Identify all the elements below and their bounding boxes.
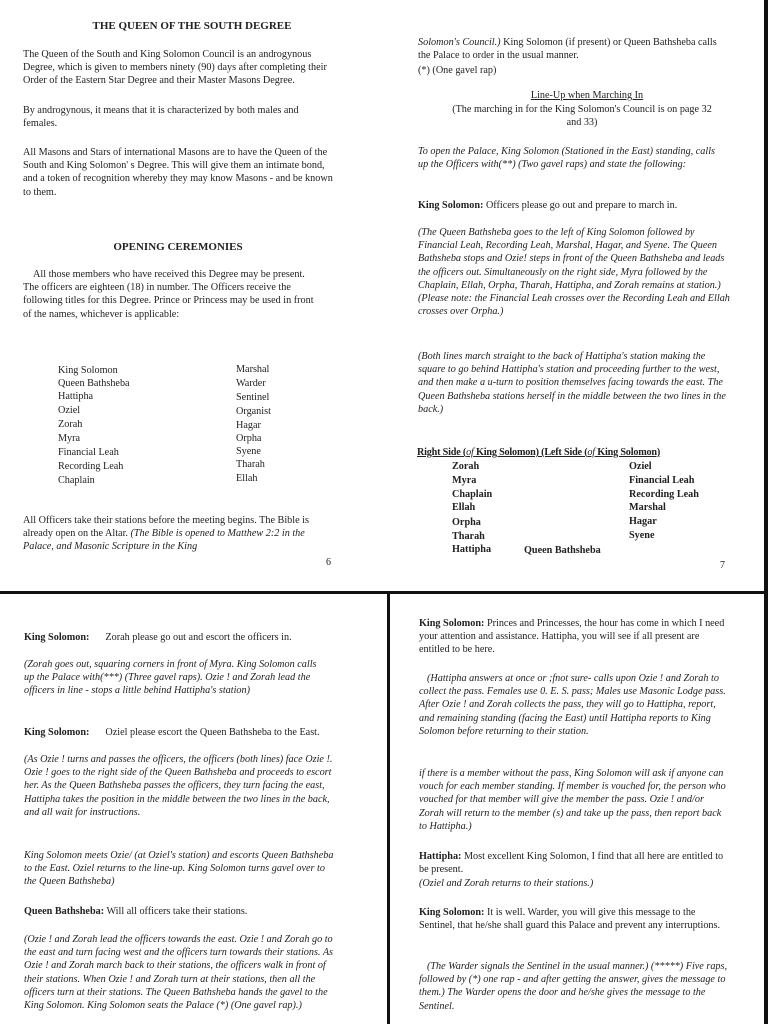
officer-right: Tharah <box>236 459 265 470</box>
stations-instruction: (Ozie ! and Zorah lead the officers towards the east. Ozie ! and Zorah go to the east and turn facing west and the officers turn towards their stations. As Ozie ! and Zorah march back to their stations, the officers walk in front of their stations. When Ozie ! and Zorah turn at their stations, then all the officers turn at their stations. The Queen Bathsheba hands the gavel to the King Solomon. King Solomon seats the Palace (*) (One gavel rap).) <box>24 934 334 1012</box>
return-instruction: (Oziel and Zorah returns to their stations.) <box>419 878 594 889</box>
gavel-note: (*) (One gavel rap) <box>418 65 497 76</box>
ks-princes-line <box>419 617 731 657</box>
masons-paragraph: All Masons and Stars of international Masons are to have the Queen of the South and King Solomon' s Degree. This will give them an intimate bond, and a token of recognition whereby they may know Masons - and be known to them. <box>23 147 333 198</box>
oziel-instruction: (As Ozie ! turns and passes the officers, the officers (both lines) face Ozie !. Ozie ! goes to the right side of the Queen Bathsheba and proceeds to escort her. As the Queen Bathsheba passes the officers, they turn facing the east, Hattipha takes the position in the middle between the two lines in the back, and all wait for instructions. <box>24 754 333 818</box>
speaker-text: Princes and Princesses, the hour has come in which I need your attention and assistance. Hattipha, you will see if all present are entitled to be here. <box>419 618 725 656</box>
officer-right: Warder <box>236 378 266 389</box>
right-side-name: Hattipha <box>452 544 492 555</box>
officer-right: Organist <box>236 406 271 417</box>
speaker-label: King Solomon: <box>419 618 485 629</box>
pass-instruction: (Hattipha answers at once or ;fnot sure- calls upon Ozie ! and Zorah to collect the pass. Females use 0. E. S. pass; Males use Masonic Lodge pass. After Ozie ! and Zorah collects the pass, they will go to Hattipha, report, and remaining standing (facing the East) until Hattipha reports to King Solomon before returning to their station. <box>419 673 726 737</box>
speaker-text: Most excellent King Solomon, I find that all here are entitled to be present. <box>419 851 724 876</box>
officer-right: Syene <box>236 446 261 457</box>
officer-right: Hagar <box>236 420 261 431</box>
left-side-name: Financial Leah <box>629 475 695 486</box>
speaker-text: Will all officers take their stations. <box>104 906 248 917</box>
continued-italic: Solomon's Council.) <box>418 37 501 48</box>
sides-header-part: King Solomon) (Left Side ( <box>473 447 588 458</box>
bible-note: (The Bible is opened to Matthew 2:2 in the Palace, and Masonic Scripture in the King <box>23 528 305 553</box>
page-title: THE QUEEN OF THE SOUTH DEGREE <box>92 20 292 32</box>
sides-header-of: of <box>587 447 595 458</box>
right-side-name: Ellah <box>452 502 476 513</box>
continued-paragraph <box>418 36 728 62</box>
officer-right: Marshal <box>236 364 270 375</box>
sides-header-part: King Solomon) <box>594 447 661 458</box>
officer-left: Recording Leah <box>58 461 124 472</box>
officer-left: Hattipha <box>58 391 94 402</box>
officers-paragraph: All those members who have received this Degree may be present. The officers are eighteen (18) in number. The Officers receive the following titles for this Degree. Prince or Princess may be used in front of the names, whichever is applicable: <box>23 269 314 320</box>
speaker-text: It is well. Warder, you will give this message to the Sentinel, that he/she shall guard this Palace and prevent any interruptions. <box>419 907 721 932</box>
left-side-name: Recording Leah <box>629 489 699 500</box>
stations-text: All Officers take their stations before the meeting begins. The Bible is already open on the Altar. <box>23 515 309 540</box>
qb-line <box>24 905 344 918</box>
lineup-subtitle: (The marching in for the King Solomon's Council is on page 32 and 33) <box>452 104 712 129</box>
sides-header <box>417 446 660 459</box>
speaker-label: King Solomon: <box>419 907 485 918</box>
page-9 <box>392 600 764 1024</box>
right-side-name: Zorah <box>452 461 480 472</box>
warder-instruction: (The Warder signals the Sentinel in the usual manner.) (*****) Five raps, followed by (*) one rap - and after getting the answer, gives the message to them.) The Warder opens the door and he/she gives the message to the Sentinel. <box>419 961 728 1012</box>
march-instruction: (The Queen Bathsheba goes to the left of King Solomon followed by Financial Leah, Recording Leah, Marshal, Hagar, and Syene. The Queen Bathsheba stops and Ozie! steps in front of the Queen Bathsheba and leads the officers out. Simultaneously on the right side, Myra followed by the Chaplain, Ellah, Orpha, Tharah, Hattipha, and Zorah remains at station.)(Please note: the Financial Leah crosses over the Recording Leah and Ellah crosses over Orpha.) <box>418 227 730 318</box>
officer-left: Chaplain <box>58 475 95 486</box>
officer-right: Orpha <box>236 433 262 444</box>
officer-left: Myra <box>58 433 81 444</box>
ks-zorah-line <box>24 631 344 644</box>
officer-left: Zorah <box>58 419 83 430</box>
speaker-label: Queen Bathsheba: <box>24 906 105 917</box>
androgynous-paragraph: By androgynous, it means that it is characterized by both males and females. <box>23 105 299 130</box>
sides-header-part: Right Side ( <box>417 447 467 458</box>
speaker-label: King Solomon: <box>418 200 484 211</box>
open-instruction: To open the Palace, King Solomon (Stationed in the East) standing, calls up the Officers with(**) (Two gavel raps) and state the following: <box>418 146 716 171</box>
officer-right: Sentinel <box>236 392 270 403</box>
left-side-name: Oziel <box>629 461 652 472</box>
speaker-text: Officers please go out and prepare to march in. <box>483 200 678 211</box>
ks-oziel-line <box>24 726 324 739</box>
zorah-instruction: (Zorah goes out, squaring corners in front of Myra. King Solomon calls up the Palace with(***) (Three gavel raps). Ozie ! and Zorah lead the officers in line - stops a little behind Hattipha's station) <box>24 659 317 697</box>
stations-paragraph <box>23 514 333 554</box>
vouch-instruction: if there is a member without the pass, King Solomon will ask if anyone can vouch for each member standing. If member is vouched for, the person who vouched for that member will give the member the pass. Ozie ! and/or Zorah will return to the member (s) and take up the pass, then report back to Hattipha.) <box>419 768 726 832</box>
page-gutter-horizontal <box>0 591 768 594</box>
left-side-name: Hagar <box>629 516 657 527</box>
officer-left: King Solomon <box>58 365 118 376</box>
right-side-name: Chaplain <box>452 489 493 500</box>
opening-ceremonies-title: OPENING CEREMONIES <box>113 241 243 253</box>
right-side-name: Myra <box>452 475 477 486</box>
speaker-label: King Solomon: <box>24 632 90 643</box>
hattipha-line <box>419 850 731 876</box>
ks-line <box>418 199 738 212</box>
page-6 <box>0 0 384 588</box>
continued-text: King Solomon (if present) or Queen Bathsheba calls the Palace to order in the usual manner. <box>418 37 717 62</box>
speaker-text: Oziel please escort the Queen Bathsheba to the East. <box>105 727 320 738</box>
lineup-title: Line-Up when Marching In <box>530 90 644 101</box>
page-gutter-vertical <box>387 594 390 1024</box>
page-number: 7 <box>720 560 725 571</box>
left-side-name: Marshal <box>629 502 666 513</box>
sides-header-of: of <box>466 447 474 458</box>
lines-instruction: (Both lines march straight to the back of Hattipha's station making the square to go behind Hattipha's station and proceeding further to the west, and then make a u-turn to position themselves facing towards the east. The Queen Bathsheba stations herself in the middle between the two lines in the back.) <box>418 351 726 415</box>
officer-left: Oziel <box>58 405 81 416</box>
page-number: 6 <box>326 557 331 568</box>
page-7 <box>392 0 764 588</box>
officer-right: Ellah <box>236 473 258 484</box>
speaker-label: Hattipha: <box>419 851 462 862</box>
officer-left: Financial Leah <box>58 447 119 458</box>
speaker-text: Zorah please go out and escort the officers in. <box>105 632 292 643</box>
queen-position: Queen Bathsheba <box>524 545 601 556</box>
page-8 <box>0 600 384 1024</box>
officer-left: Queen Bathsheba <box>58 378 130 389</box>
right-side-name: Tharah <box>452 531 485 542</box>
ks-warder-line <box>419 906 731 932</box>
speaker-label: King Solomon: <box>24 727 90 738</box>
right-side-name: Orpha <box>452 517 481 528</box>
page-edge-right <box>764 0 768 1024</box>
intro-paragraph: The Queen of the South and King Solomon Council is an androgynous Degree, which is given to members ninety (90) days after completing their Order of the Eastern Star Degree and their Master Masons Degree. <box>23 49 327 87</box>
left-side-name: Syene <box>629 530 655 541</box>
escort-instruction: King Solomon meets Ozie/ (at Oziel's station) and escorts Queen Bathsheba to the East. Oziel returns to the line-up. King Solomon turns gavel over to the Queen Bathsheba) <box>24 850 334 888</box>
